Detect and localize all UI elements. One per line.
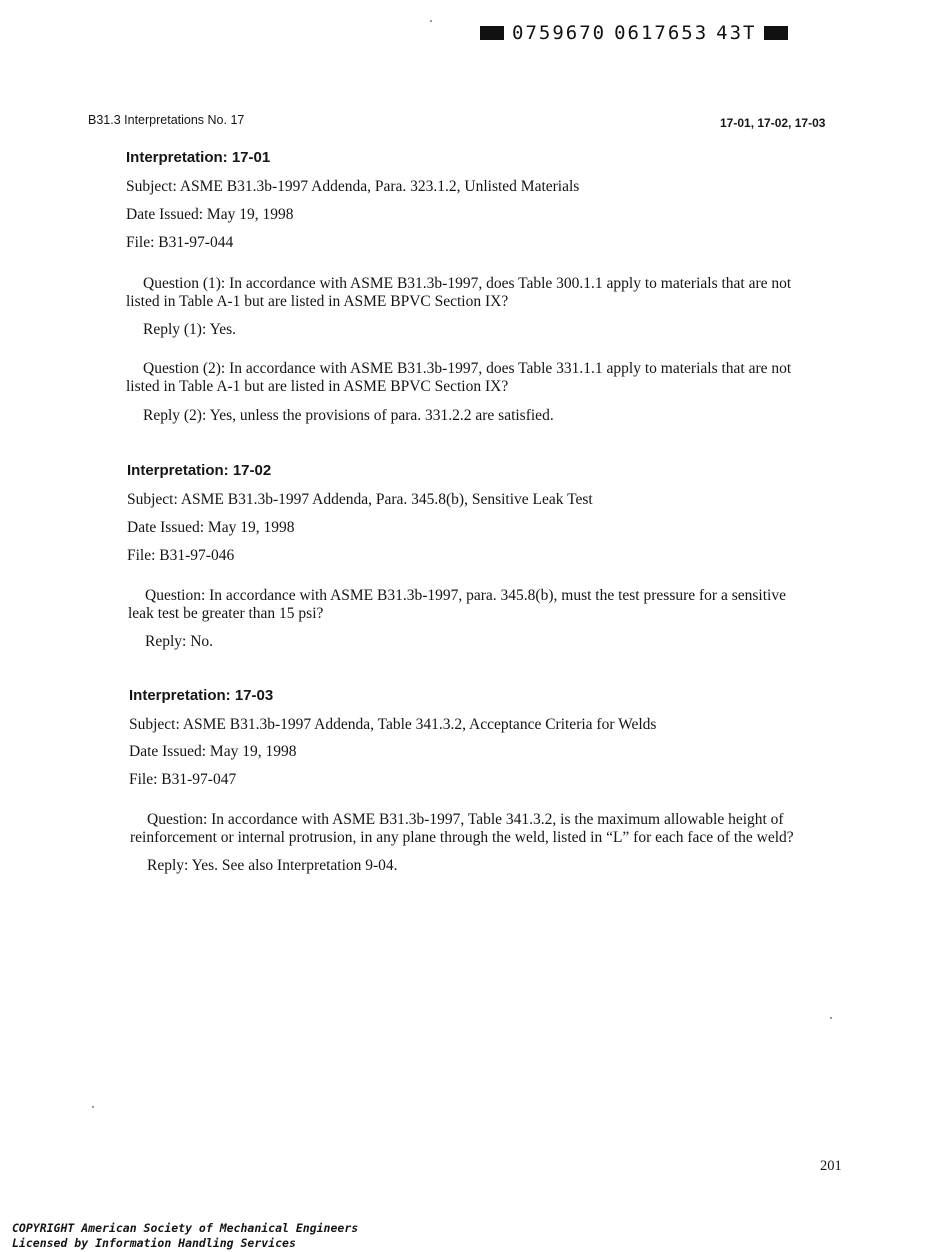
date-issued: Date Issued: May 19, 1998: [129, 743, 297, 760]
file-number: File: B31-97-047: [129, 771, 237, 788]
subject-line: Subject: ASME B31.3b-1997 Addenda, Table 341.3.2, Acceptance Criteria for Welds: [129, 716, 657, 733]
reply-line: Reply: Yes. See also Interpretation 9-04.: [147, 857, 398, 874]
scan-speck: [430, 20, 432, 22]
license-line: Licensed by Information Handling Services: [12, 1236, 296, 1250]
scan-speck: [830, 1017, 832, 1019]
document-id-code: [480, 22, 788, 44]
question-paragraph: Question: In accordance with ASME B31.3b-1997, para. 345.8(b), must the test pressure for a sensitive leak test be greater than 15 psi?: [128, 587, 786, 622]
interpretation-heading: Interpretation: 17-02: [127, 462, 272, 479]
black-marker-right: [764, 26, 788, 40]
date-issued: Date Issued: May 19, 1998: [127, 519, 295, 536]
scan-speck: [92, 1106, 94, 1108]
question-paragraph: Question (1): In accordance with ASME B31.3b-1997, does Table 300.1.1 apply to materials that are not listed in Table A-1 but are listed in ASME BPVC Section IX?: [126, 275, 792, 310]
file-number: File: B31-97-044: [126, 234, 234, 251]
code-mid: 0617653: [614, 22, 709, 44]
code-left: 0759670: [512, 22, 607, 44]
black-marker-left: [480, 26, 504, 40]
copyright-line: COPYRIGHT American Society of Mechanical Engineers: [12, 1221, 359, 1235]
subject-line: Subject: ASME B31.3b-1997 Addenda, Para. 345.8(b), Sensitive Leak Test: [127, 491, 593, 508]
subject-line: Subject: ASME B31.3b-1997 Addenda, Para. 323.1.2, Unlisted Materials: [126, 178, 580, 195]
interpretation-heading: Interpretation: 17-01: [126, 149, 271, 166]
question-paragraph: Question: In accordance with ASME B31.3b-1997, Table 341.3.2, is the maximum allowable height of reinforcement or internal protrusion, in any plane through the weld, listed in “L” for each face of the weld?: [130, 811, 794, 846]
code-right: 43T: [716, 22, 757, 44]
copyright-footer: [12, 1221, 358, 1251]
date-issued: Date Issued: May 19, 1998: [126, 206, 294, 223]
reply-line: Reply (2): Yes, unless the provisions of para. 331.2.2 are satisfied.: [143, 407, 554, 424]
interpretation-heading: Interpretation: 17-03: [129, 687, 274, 704]
running-title: B31.3 Interpretations No. 17: [88, 113, 245, 127]
running-refs: 17-01, 17-02, 17-03: [720, 116, 826, 130]
reply-line: Reply (1): Yes.: [143, 321, 237, 338]
file-number: File: B31-97-046: [127, 547, 235, 564]
page-number: 201: [820, 1158, 842, 1174]
reply-line: Reply: No.: [145, 633, 214, 650]
question-paragraph: Question (2): In accordance with ASME B31.3b-1997, does Table 331.1.1 apply to materials that are not listed in Table A-1 but are listed in ASME BPVC Section IX?: [126, 360, 792, 395]
